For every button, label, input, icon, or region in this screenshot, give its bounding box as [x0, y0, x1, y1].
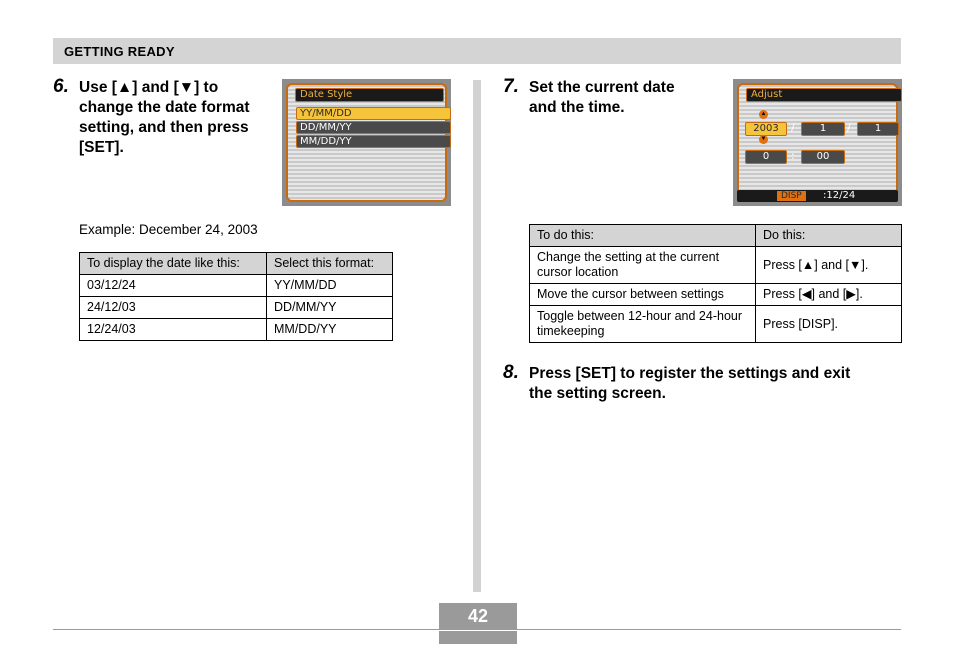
date-separator: /	[847, 121, 851, 134]
hour-mode-label: :12/24	[823, 190, 856, 201]
step-7-line: Set the current date	[529, 79, 675, 96]
step-6-line: setting, and then press	[79, 119, 249, 136]
table-cell: Toggle between 12-hour and 24-hour timekeeping	[530, 306, 756, 343]
date-style-screen	[282, 79, 451, 206]
table-header-cell: Select this format:	[267, 253, 393, 275]
step-6-line: change the date format	[79, 99, 250, 116]
footer-rule	[53, 629, 901, 630]
table-header-cell: To do this:	[530, 225, 756, 247]
date-format-option[interactable]: YY/MM/DD	[296, 107, 451, 120]
up-arrow-icon: ▲	[760, 111, 767, 117]
step-7-line: and the time.	[529, 99, 625, 116]
step-6-text	[79, 78, 250, 158]
disp-label: DISP	[777, 191, 806, 201]
table-cell: MM/DD/YY	[267, 319, 393, 341]
screen-display	[286, 83, 447, 202]
hour-field[interactable]: 0	[745, 150, 787, 164]
table-row	[80, 319, 393, 341]
screen-title: Adjust	[746, 88, 902, 102]
table-cell: Press [◀] and [▶].	[756, 284, 902, 306]
down-arrow-icon: ▼	[760, 136, 767, 142]
date-format-option[interactable]: MM/DD/YY	[296, 135, 451, 148]
table-row	[80, 275, 393, 297]
step-6-line: [SET].	[79, 139, 124, 156]
minute-field[interactable]: 00	[801, 150, 845, 164]
table-row	[530, 247, 902, 284]
step-8-line: the setting screen.	[529, 385, 666, 402]
year-field[interactable]: 2003	[745, 122, 787, 136]
step-6-line: Use [▲] and [▼] to	[79, 79, 219, 96]
table-cell: 24/12/03	[80, 297, 267, 319]
page-number-tab	[439, 631, 517, 644]
table-cell: 12/24/03	[80, 319, 267, 341]
date-separator: /	[791, 121, 795, 134]
step-6-number: 6.	[53, 76, 69, 97]
table-header-row	[80, 253, 393, 275]
date-format-option[interactable]: DD/MM/YY	[296, 121, 451, 134]
day-field[interactable]: 1	[857, 122, 899, 136]
time-separator: :	[791, 149, 795, 162]
step-8-text	[529, 364, 850, 404]
table-header-cell: Do this:	[756, 225, 902, 247]
step-8-number: 8.	[503, 362, 519, 383]
action-table	[529, 224, 902, 343]
screen-display	[737, 83, 898, 202]
table-cell: Move the cursor between settings	[530, 284, 756, 306]
table-cell: Press [DISP].	[756, 306, 902, 343]
step-7-text	[529, 78, 675, 118]
column-divider	[473, 80, 481, 592]
example-text: Example: December 24, 2003	[79, 222, 258, 237]
table-row	[530, 306, 902, 343]
table-cell: Change the setting at the current cursor location	[530, 247, 756, 284]
table-cell: YY/MM/DD	[267, 275, 393, 297]
status-bar	[737, 190, 898, 202]
table-cell: Press [▲] and [▼].	[756, 247, 902, 284]
table-header-cell: To display the date like this:	[80, 253, 267, 275]
date-format-table	[79, 252, 393, 341]
section-header	[53, 38, 901, 64]
section-title: GETTING READY	[64, 44, 175, 59]
screen-title: Date Style	[295, 88, 444, 102]
month-field[interactable]: 1	[801, 122, 845, 136]
page-number: 42	[439, 603, 517, 629]
table-row	[530, 284, 902, 306]
table-cell: 03/12/24	[80, 275, 267, 297]
table-header-row	[530, 225, 902, 247]
table-cell: DD/MM/YY	[267, 297, 393, 319]
adjust-screen	[733, 79, 902, 206]
step-7-number: 7.	[503, 76, 519, 97]
table-row	[80, 297, 393, 319]
step-8-line: Press [SET] to register the settings and exit	[529, 365, 851, 382]
